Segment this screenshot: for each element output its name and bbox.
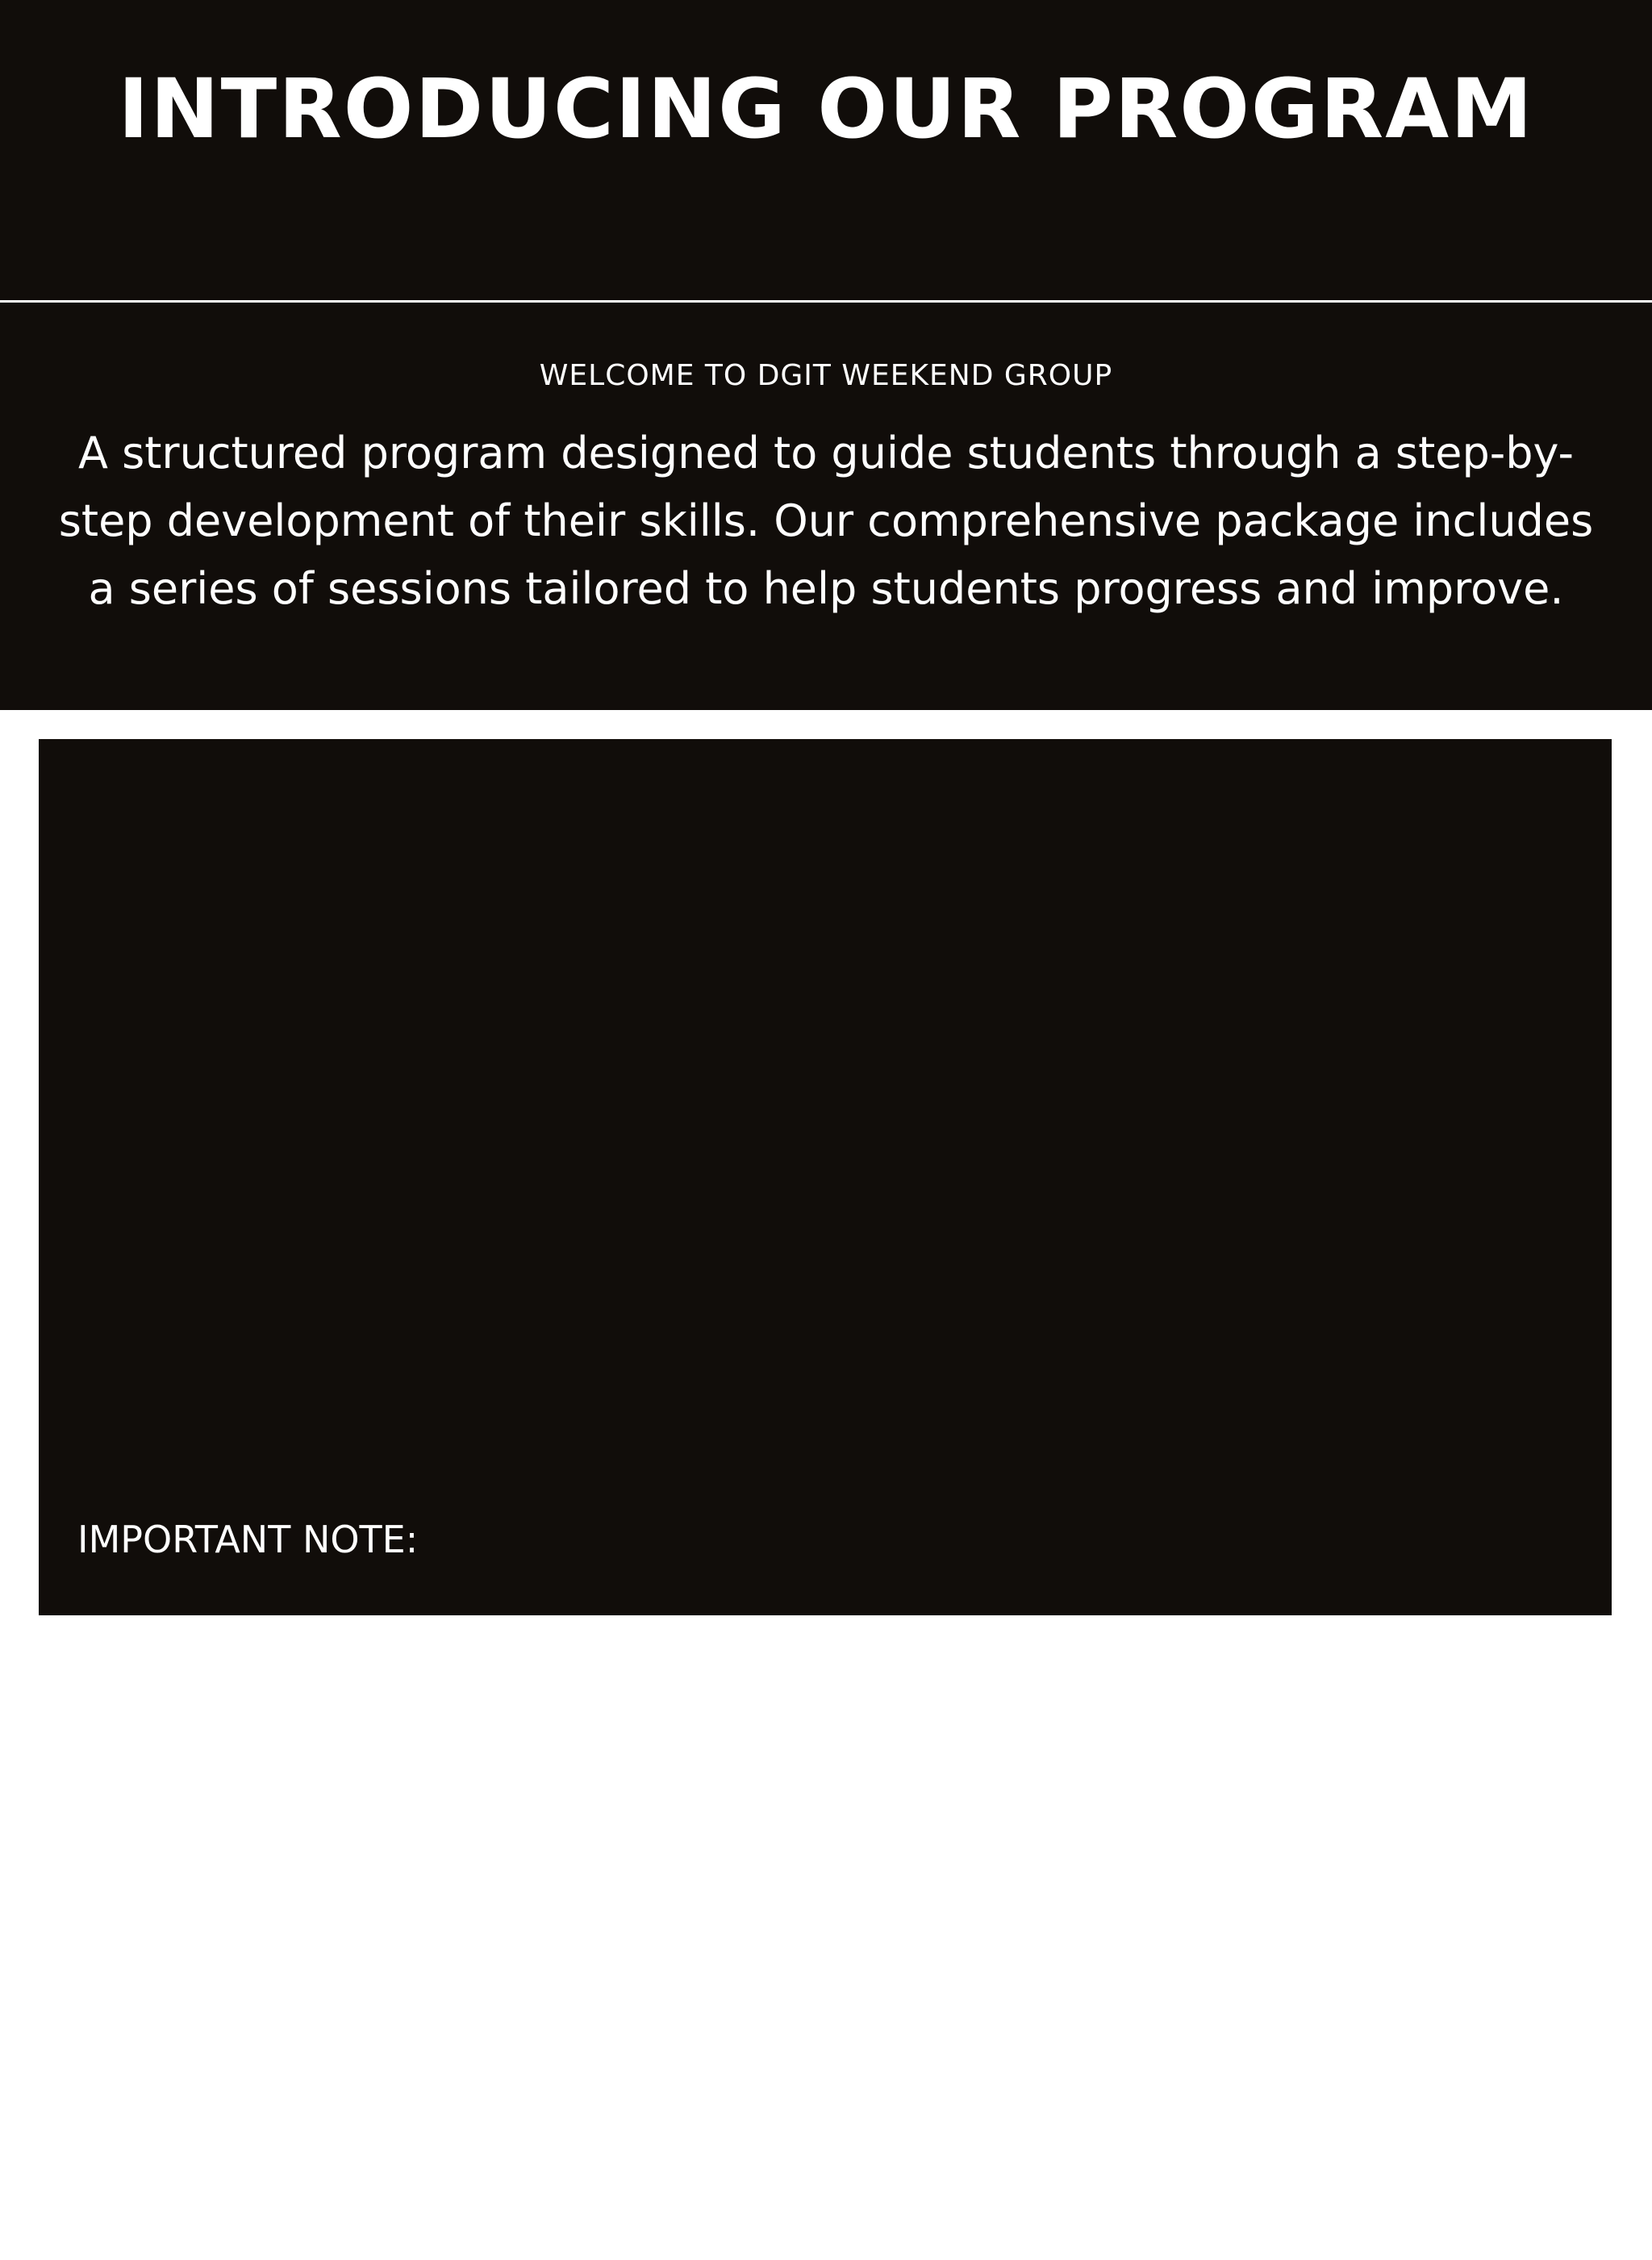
intro-panel	[0, 0, 1652, 710]
important-note-panel	[39, 739, 1638, 2252]
page-title: INTRODUCING OUR PROGRAM	[118, 61, 1534, 157]
note-item-evaluation: • Each level culminates in a thorough evaluation and exam on the last day of training. Not all students may advance to the next level, as progression is based on individual performance.	[169, 1607, 1649, 1786]
important-note-heading: IMPORTANT NOTE:	[77, 1518, 419, 1561]
note-item-supportive-environment: • Our goal is to provide a supportive environment where students can grow, learn, and thrive	[169, 2023, 1649, 2141]
note-item-joining-benefits: • By joining DGIT WEEKEND GROUP, students will embark on rewarding journey that foster growth, development, and a lifelong passion for the game	[169, 2141, 1649, 2260]
program-description: A structured program designed to guide students through a step-by-step development of their skills. Our comprehensive package includes a series of sessions tailored to help students progress and improve.	[58, 428, 1594, 614]
welcome-heading: WELCOME TO DGIT WEEKEND GROUP	[539, 359, 1113, 392]
title-divider	[0, 300, 1652, 303]
note-item-learning-pace: • Each student learns at their own pace, some may grasp concepts quickly, while others may need more time. We acknowledge that late bloomers can exceptionally talented, and our program is designed to accomodate different learning styles.	[169, 1786, 1649, 2023]
important-note-list	[116, 1607, 1649, 2260]
